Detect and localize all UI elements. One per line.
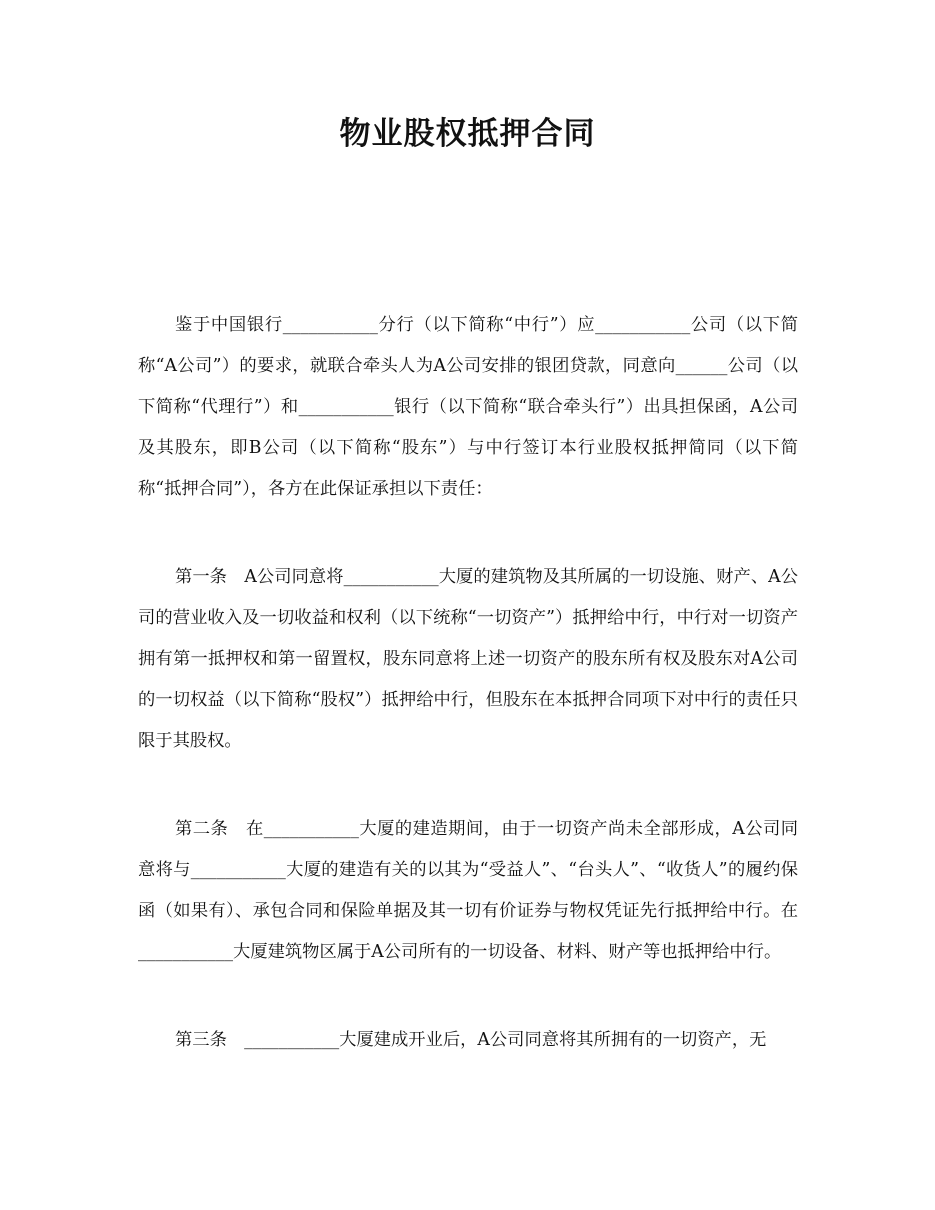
article-2-paragraph: 第二条 在___________大厦的建造期间，由于一切资产尚未全部形成，A公司同意将与___________大厦的建造有关的以其为“受益人”、“台头人”、“收货人”的履约保函（如果有）、承包合同和保险单据及其一切有价证券与物权凭证先行抵押给中行。在___________大厦建筑物区属于A公司所有的一切设备、材料、财产等也抵押给中行。 xyxy=(138,819,798,962)
preamble-paragraph: 鉴于中国银行___________分行（以下简称“中行”）应___________公司（以下简称“A公司”）的要求，就联合牵头人为A公司安排的银团贷款，同意向______公司（以下简称“代理行”）和___________银行（以下简称“联合牵头行”）出具担保函，A公司及其股东，即B公司（以下简称“股东”）与中行签订本行业股权抵押简同（以下简称“抵押合同”），各方在此保证承担以下责任： xyxy=(138,315,798,499)
article-3-paragraph: 第三条 ___________大厦建成开业后，A公司同意将其所拥有的一切资产，无 xyxy=(175,1030,767,1050)
document-body xyxy=(138,305,798,1108)
article-1-paragraph: 第一条 A公司同意将___________大厦的建筑物及其所属的一切设施、财产、A公司的营业收入及一切收益和权利（以下统称“一切资产”）抵押给中行，中行对一切资产拥有第一抵押权和第一留置权，股东同意将上述一切资产的股东所有权及股东对A公司的一切权益（以下简称“股权”）抵押给中行，但股东在本抵押合同项下对中行的责任只限于其股权。 xyxy=(138,567,798,751)
document-title: 物业股权抵押合同 xyxy=(339,116,596,152)
